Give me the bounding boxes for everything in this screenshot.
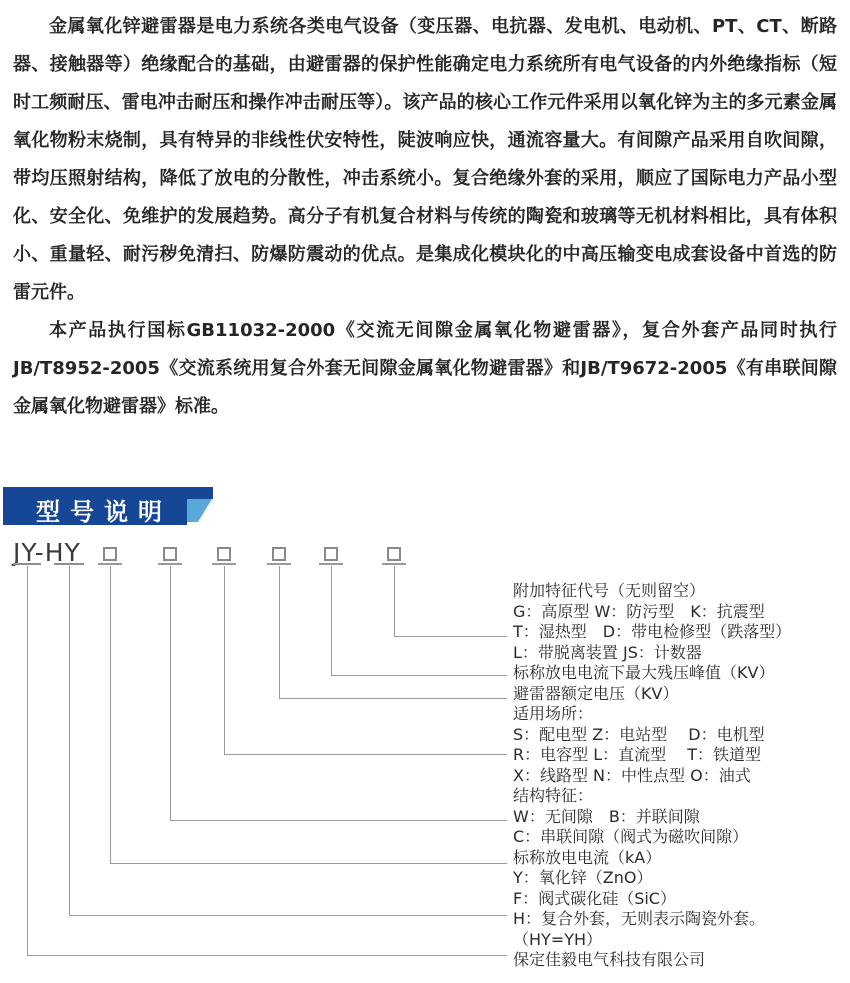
connector-horizontal-box3 [224,754,507,755]
intro-text-block [13,8,837,426]
legend-row-application-rlt: R：电容型 L：直流型 T：铁道型 [513,745,761,764]
connector-vertical-jy [27,566,28,955]
connector-vertical-hy [69,566,70,915]
legend-row-extra-feature-gwk: G：高原型 W：防污型 K：抗震型 [513,601,765,621]
hy-underline [54,563,84,565]
legend-row-extra-feature-header: 附加特征代号（无则留空） [513,581,706,600]
connector-vertical-box6 [394,566,395,636]
legend-row-extra-feature-td: T：湿热型 D：带电检修型（跌落型） [513,622,792,641]
legend-row-structure-wb: W：无间隙 B：并联间隙 [513,806,700,826]
box-underline-6 [382,563,406,565]
model-code-legend [513,581,843,971]
model-prefix-text: JY-HY [13,538,81,567]
legend-row-extra-feature-ljs: L：带脱离装置 JS：计数器 [513,642,702,662]
legend-row-hy-note: （HY=YH） [513,929,603,949]
jy-underline [13,563,41,565]
legend-row-application-header: 适用场所： [513,704,594,723]
legend-row-housing-h: H：复合外套，无则表示陶瓷外套。 [513,909,766,928]
model-code-box-4 [272,547,286,561]
legend-row-company-name: 保定佳毅电气科技有限公司 [513,950,706,969]
legend-row-structure-header: 结构特征： [513,786,594,805]
box-underline-1 [98,563,122,565]
legend-row-material-y: Y：氧化锌（ZnO） [513,868,653,887]
legend-row-rated-voltage: 避雷器额定电压（KV） [513,683,679,703]
legend-row-application-szd: S：配电型 Z：电站型 D：电机型 [513,724,765,744]
section-title: 型号说明 [36,498,172,526]
connector-horizontal-box5 [331,675,507,676]
connector-vertical-box3 [224,566,225,754]
box-underline-2 [158,563,182,565]
connector-horizontal-box4 [279,698,507,699]
legend-row-structure-c: C：串联间隙（阀式为磁吹间隙） [513,827,749,846]
connector-vertical-box2 [170,566,171,820]
box-underline-4 [267,563,291,565]
intro-paragraph-2: 本产品执行国标GB11032-2000《交流无间隙金属氧化物避雷器》，复合外套产品同时执行JB/T8952-2005《交流系统用复合外套无间隙金属氧化物避雷器》和JB/T9672-2005《有串联间隙金属氧化物避雷器》标准。 [13,320,837,417]
connector-vertical-box4 [279,566,280,698]
box-underline-5 [319,563,343,565]
connector-vertical-box1 [110,566,111,863]
legend-row-residual-voltage: 标称放电电流下最大残压峰值（KV） [513,663,775,682]
box-underline-3 [212,563,236,565]
model-code-box-6 [387,547,401,561]
connector-vertical-box5 [331,566,332,675]
legend-row-application-xno: X：线路型 N：中性点型 O：油式 [513,765,751,785]
connector-horizontal-hy [69,915,507,916]
connector-horizontal-box6 [394,636,507,637]
intro-paragraph-1: 金属氧化锌避雷器是电力系统各类电气设备（变压器、电抗器、发电机、电动机、PT、CT、断路器、接触器等）绝缘配合的基础，由避雷器的保护性能确定电力系统所有电气设备的内外绝缘指标（短时工频耐压、雷电冲击耐压和操作冲击耐压等）。该产品的核心工作元件采用以氧化锌为主的多元素金属氧化物粉末烧制，具有特异的非线性伏安特性，陡波响应快，通流容量大。有间隙产品采用自吹间隙，带均压照射结构，降低了放电的分散性，冲击系统小。复合绝缘外套的采用，顺应了国际电力产品小型化、安全化、免维护的发展趋势。高分子有机复合材料与传统的陶瓷和玻璃等无机材料相比，具有体积小、重量轻、耐污秽免清扫、防爆防震动的优点。是集成化模块化的中高压输变电成套设备中首选的防雷元件。 [13,16,837,303]
model-code-box-1 [103,547,117,561]
connector-horizontal-box1 [110,863,507,864]
connector-horizontal-box2 [170,820,507,821]
legend-row-material-f: F：阀式碳化硅（SiC） [513,888,676,908]
model-code-box-3 [217,547,231,561]
model-code-box-2 [163,547,177,561]
legend-row-nominal-current: 标称放电电流（kA） [513,847,662,867]
connector-horizontal-jy [27,955,507,956]
model-code-box-5 [324,547,338,561]
